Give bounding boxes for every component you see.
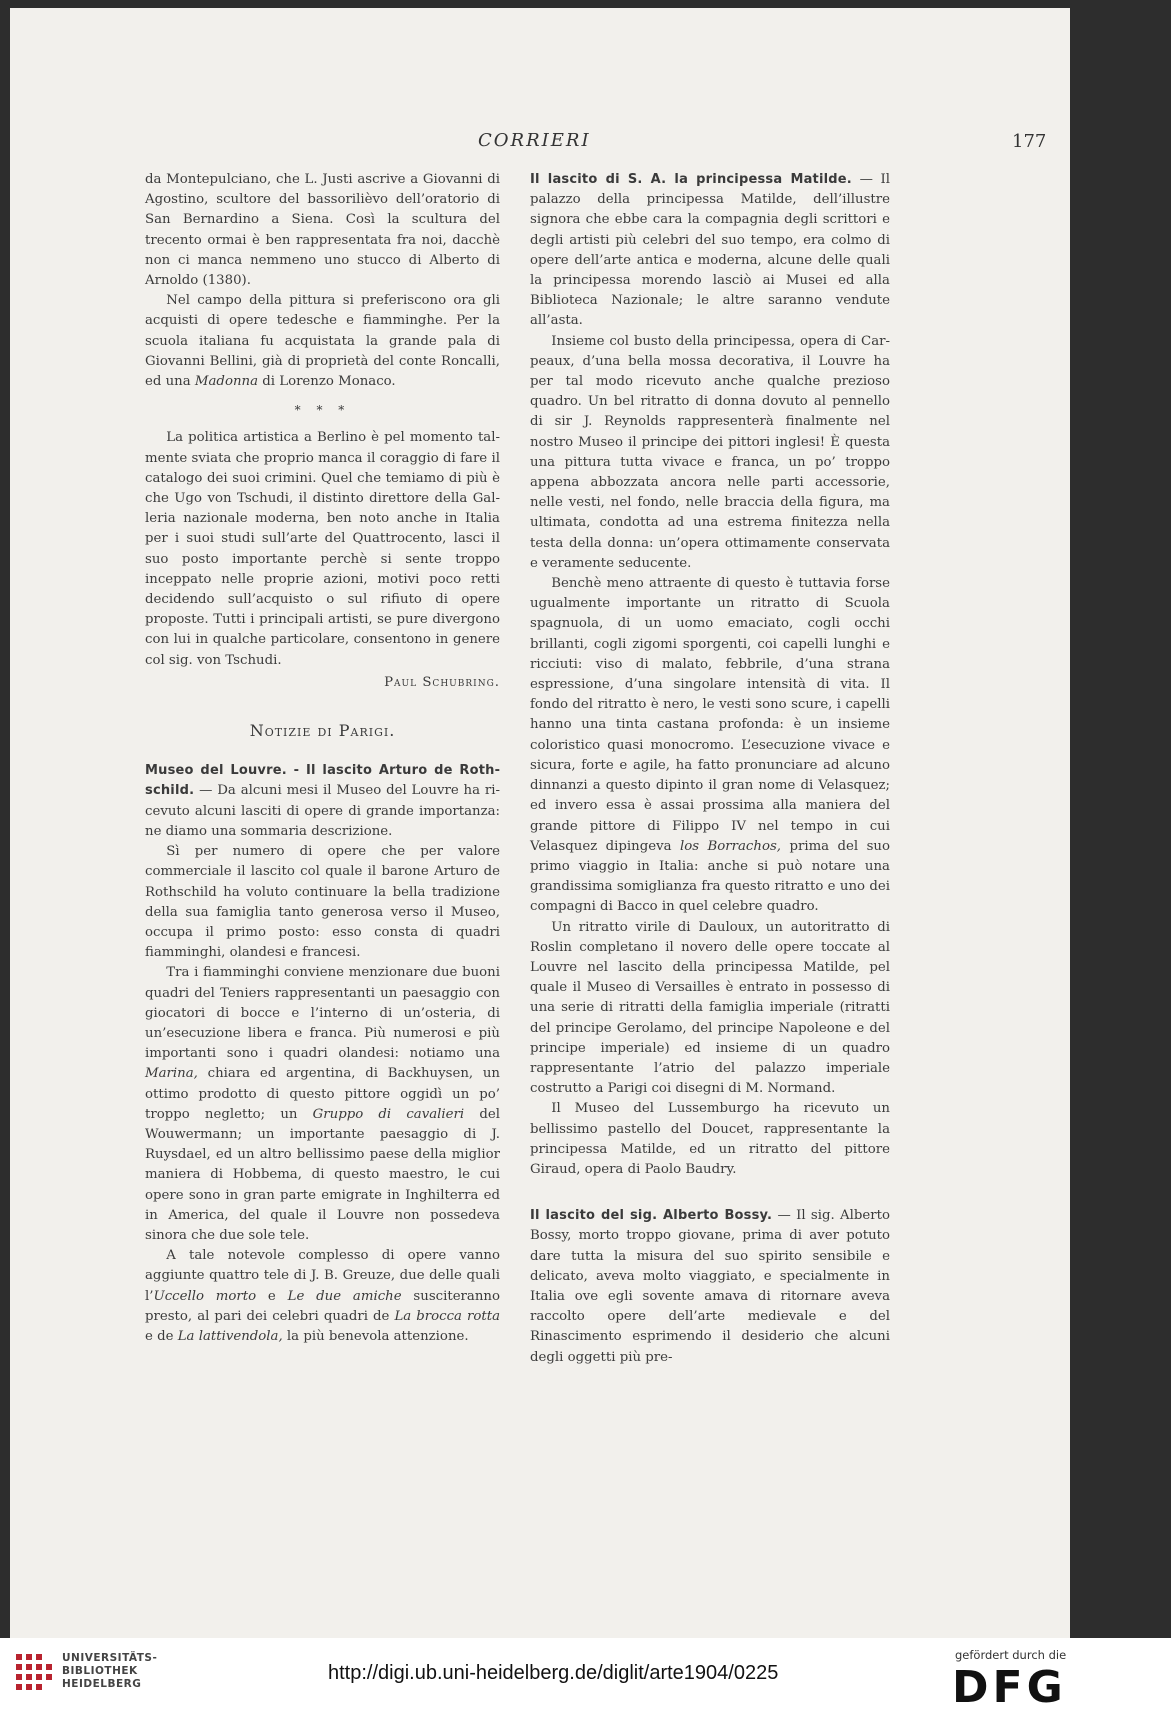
paragraph: Museo del Louvre. - Il lascito Arturo de Rothschild. — Da alcuni mesi il Museo del Louvre ha ricevuto alcuni lasciti di opere di grande importanza: ne diamo una sommaria descrizione. xyxy=(145,763,500,839)
sponsor-caption: gefördert durch die xyxy=(955,1648,1067,1662)
paragraph: Il lascito del sig. Alberto Bossy. — Il sig. Alberto Bossy, morto troppo giovane, prima di aver potuto dare tutta la misura del suo spirito sensibile e delicato, aveva molto viaggiato, e specialmente in Italia ove egli sovente amava di ritornare aveva raccolto opere dell’arte medievale e del Rinascimento esprimendo il desiderio che alcuni degli oggetti più pre- xyxy=(530,1208,890,1365)
running-header: CORRIERI xyxy=(478,130,591,151)
paragraph: da Montepulciano, che L. Justi ascrive a Giovanni di Agostino, scultore del bassorilièvo dell’oratorio di San Bernardino a Siena. Così la scultura del trecento ormai è ben rappresentata fra noi, dacchè non ci manca nemmeno uno stucco di Alberto di Arnoldo (1380). xyxy=(145,172,500,289)
paragraph: Un ritratto virile di Dauloux, un autoritratto di Roslin completano il novero delle opere toccate al Louvre nel lascito della principessa Matilde, pel quale il Museo di Versailles è entrato in possesso di una serie di ritratti della famiglia imperiale (ritratti del principe Gerolamo, del principe Napoleone e del principe imperiale) ed insieme di un quadro rappresentante l’atrio del palazzo imperiale costrutto a Parigi coi disegni di M. Normand. xyxy=(530,919,890,1097)
paragraph: Insieme col busto della principessa, opera di Carpeaux, d’una bella mossa decorativa, il Louvre ha per tal modo ricevuto anche qualche prezioso quadro. Un bel ritratto di donna dovuto al pennello di sir J. Reynolds rappresenterà finalmente nel nostro Museo il principe dei pittori inglesi! È questa una pittura tutta vivace e franca, un po’ troppo appena abbozzata ancora nelle parti accessorie, nelle vesti, nel fondo, nelle braccia della figura, ma ultimata, condotta ad una estrema finitezza nella testa della donna: un’opera ottimamente conservata e veramente seducente. xyxy=(530,333,890,571)
spacer xyxy=(530,1180,890,1206)
dfg-logo: DFG xyxy=(952,1662,1067,1713)
paragraph-heading: Il lascito del sig. Alberto Bossy. xyxy=(530,1208,773,1224)
paragraph: Il lascito di S. A. la principessa Matilde. — Il palazzo della principessa Matilde, dell’illustre signora che ebbe cara la compagnia degli scrittori e degli artisti più celebri del suo tempo, era colmo di opere dell’arte antica e moderna, alcune delle quali la principessa morendo lasciò ai Musei ed alla Biblioteca Nazionale; le altre saranno vendute all’asta. xyxy=(530,172,890,329)
section-separator: * * * xyxy=(294,403,351,418)
paragraph: Sì per numero di opere che per valore commerciale il lascito col quale il barone Arturo de Rothschild ha voluto continuare la bella tradizione della sua famiglia tanto generosa verso il Museo, occupa il primo posto: esso consta di quadri fiamminghi, olandesi e francesi. xyxy=(145,844,500,961)
left-column xyxy=(145,170,500,1347)
paragraph: A tale notevole complesso di opere vanno aggiunte quattro tele di J. B. Greuze, due delle quali l’Uccello morto e Le due amiche susciteranno presto, al pari dei celebri quadri de La brocca rotta e de La lattivendola, la più benevola attenzione. xyxy=(145,1248,500,1344)
section-title: Notizie di Parigi. xyxy=(249,721,396,741)
paragraph: Tra i fiamminghi conviene menzionare due buoni quadri del Teniers rappresentanti un paesaggio con giocatori di bocce e l’interno di un’osteria, di un’esecuzione libera e franca. Più numerosi e più importanti sono i quadri olandesi: notiamo una Marina, chiara ed argentina, di Backhuysen, un ottimo prodotto di questo pittore oggidì un po’ troppo negletto; un Gruppo di cavalieri del Wouwermann; un importante paesaggio di J. Ruysdael, ed un altro bellissimo paese della miglior maniera di Hobbema, di questo maestro, le cui opere sono in gran parte emigrate in Inghilterra ed in America, del quale il Louvre non possedeva sinora che due sole tele. xyxy=(145,965,500,1243)
library-name: UNIVERSITÄTS- BIBLIOTHEK HEIDELBERG xyxy=(62,1652,158,1690)
paragraph: Nel campo della pittura si preferiscono ora gli acquisti di opere tedesche e fiamminghe. Per la scuola italiana fu acquistata la grande pala di Giovanni Bellini, già di proprietà del conte Roncalli, ed una Madonna di Lorenzo Monaco. xyxy=(145,293,500,390)
page-number: 177 xyxy=(1012,131,1047,152)
author-signature: Paul Schubring. xyxy=(384,674,500,690)
paragraph: Il Museo del Lussemburgo ha ricevuto un bellissimo pastello del Doucet, rappresentante la principessa Matilde, ed un ritratto del pittore Giraud, opera di Paolo Baudry. xyxy=(530,1101,890,1177)
paragraph-heading: Museo del Louvre. - Il lascito Arturo de Rothschild. xyxy=(145,763,500,799)
source-url-link[interactable]: http://digi.ub.uni-heidelberg.de/diglit/arte1904/0225 xyxy=(328,1662,779,1684)
paragraph: Benchè meno attraente di questo è tuttavia forse ugualmente importante un ritratto di Scuola spagnuola, di un uomo emaciato, cogli occhi brillanti, cogli zigomi sporgenti, coi capelli lunghi e ricciuti: viso di malato, febbrile, d’una strana espressione, d’una singolare intensità di vita. Il fondo del ritratto è nero, le vesti sono scure, i capelli hanno una tinta castana profonda: è un insieme coloristico quasi monocromo. L’esecuzione vivace e sicura, forte e agile, ha fatto pronunciare ad alcuno dinnanzi a questo dipinto il gran nome di Velasquez; ed invero essa è assai prossima alla maniera del grande pittore di Filippo IV nel tempo in cui Velasquez dipingeva los Borrachos, prima del suo primo viaggio in Italia: anche si può notare una grandissima somiglianza fra questo ritratto e uno dei compagni di Bacco in quel celebre quadro. xyxy=(530,576,891,915)
right-column xyxy=(530,170,890,1368)
paragraph-heading: Il lascito di S. A. la principessa Matilde. xyxy=(530,172,852,187)
paragraph: La politica artistica a Berlino è pel momento talmente sviata che proprio manca il coraggio di fare il catalogo dei suoi crimini. Quel che temiamo di più è che Ugo von Tschudi, il distinto direttore della Galleria nazionale moderna, ben noto anche in Italia per i suoi studi sull’arte del Quattrocento, lasci il suo posto importante perchè si sente troppo inceppato nelle proprie azioni, motivi poco retti decidendo sull’acquisto o sul rifiuto di opere proposte. Tutti i principali artisti, se pure divergono con lui in qualche particolare, consentono in genere col sig. von Tschudi. xyxy=(145,430,500,668)
university-library-logo-icon xyxy=(14,1652,58,1696)
